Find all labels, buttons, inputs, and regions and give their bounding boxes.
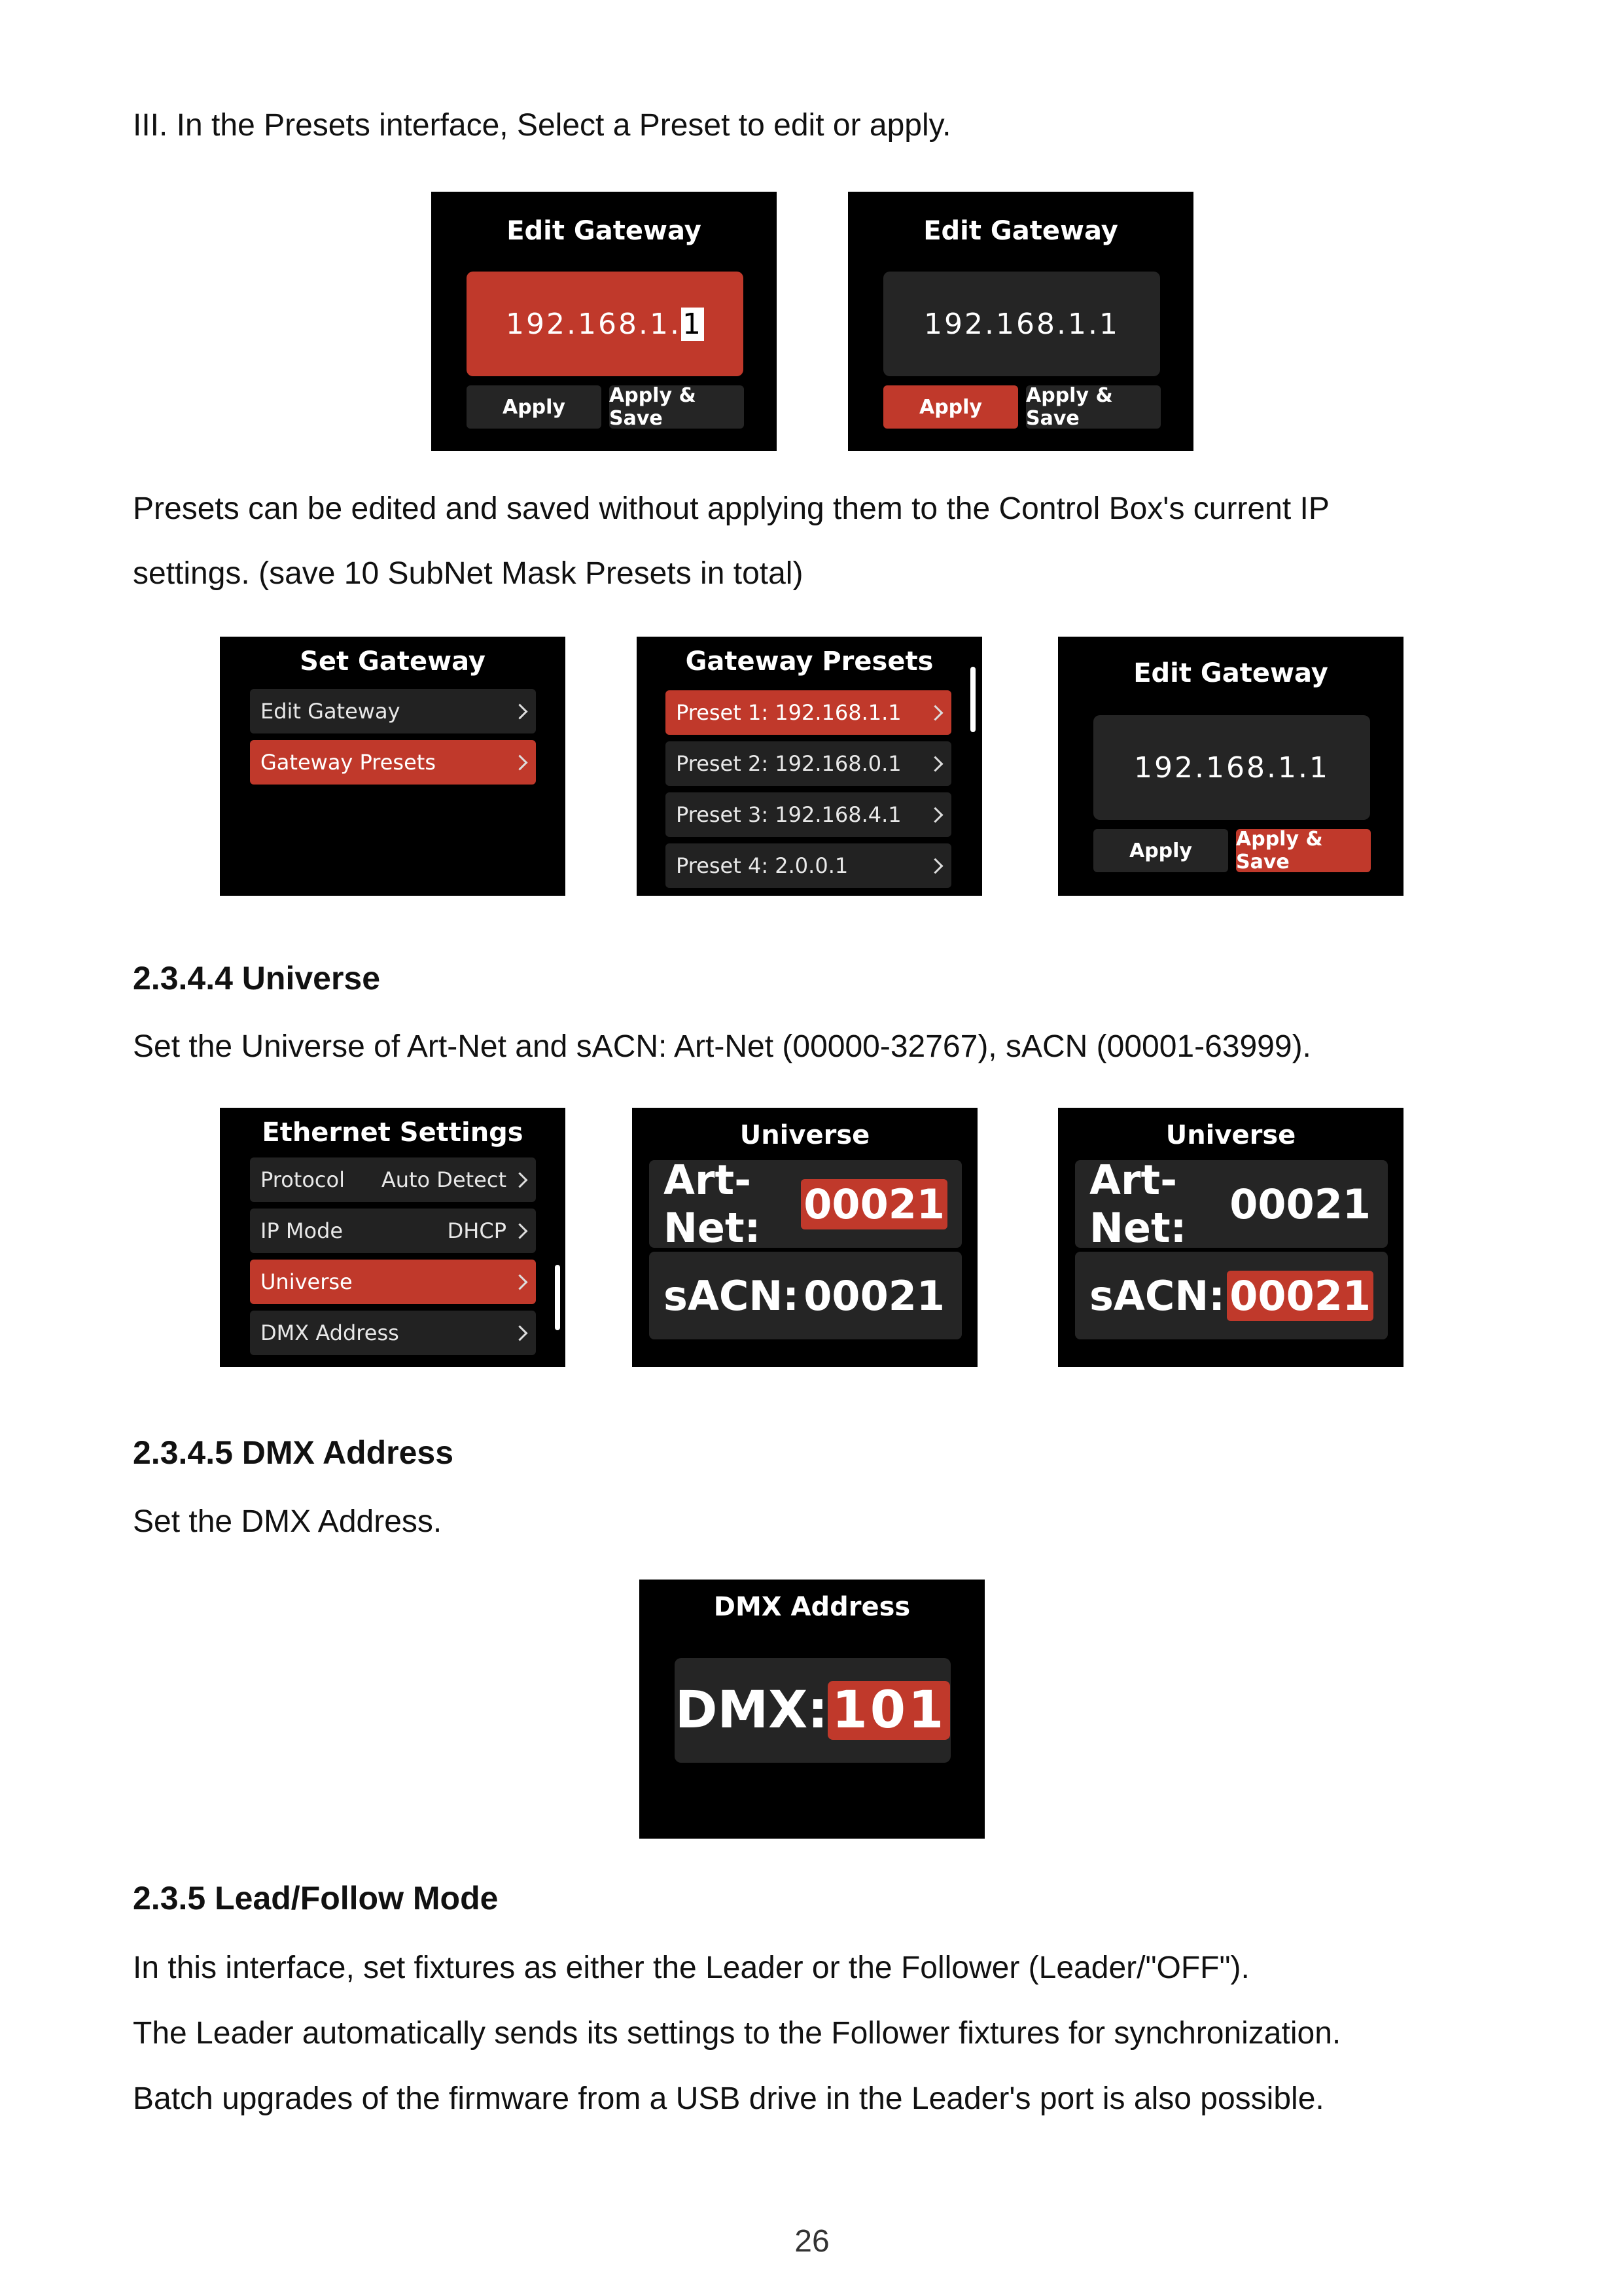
lead-text-line-3: Batch upgrades of the firmware from a USB drive in the Leader's port is also possible. bbox=[133, 2081, 1324, 2116]
menu-item-value: DHCP bbox=[447, 1218, 506, 1243]
chevron-right-icon bbox=[927, 705, 943, 720]
sacn-value: 00021 bbox=[1227, 1271, 1373, 1321]
chevron-right-icon bbox=[927, 756, 943, 771]
screen-title: Edit Gateway bbox=[1133, 658, 1328, 688]
screen-title: Edit Gateway bbox=[923, 216, 1118, 246]
preset-item-2[interactable] bbox=[665, 741, 951, 786]
dmx-label: DMX: bbox=[675, 1681, 828, 1740]
dmx-address-screen bbox=[639, 1580, 985, 1839]
universe-heading: 2.3.4.4 Universe bbox=[133, 960, 381, 997]
screen-title: DMX Address bbox=[713, 1592, 911, 1622]
artnet-label: Art-Net: bbox=[663, 1156, 761, 1252]
ip-cursor-digit: 1 bbox=[682, 307, 703, 341]
scrollbar[interactable] bbox=[970, 667, 976, 732]
dmx-heading: 2.3.4.5 DMX Address bbox=[133, 1434, 454, 1471]
edit-gateway-screen-2 bbox=[848, 192, 1193, 451]
apply-save-button[interactable]: Apply & Save bbox=[1236, 829, 1371, 872]
screen-title: Gateway Presets bbox=[685, 646, 934, 677]
artnet-value: 00021 bbox=[1229, 1180, 1371, 1228]
dmx-text: Set the DMX Address. bbox=[133, 1504, 442, 1539]
artnet-field[interactable] bbox=[649, 1156, 962, 1252]
universe-screen-1 bbox=[632, 1108, 978, 1367]
menu-item-dmx-address[interactable] bbox=[250, 1311, 536, 1355]
dmx-value: 101 bbox=[828, 1681, 950, 1740]
edit-gateway-screen-3 bbox=[1058, 637, 1403, 896]
menu-item-value: Auto Detect bbox=[381, 1167, 506, 1192]
menu-item-label: Gateway Presets bbox=[260, 750, 436, 775]
apply-button[interactable]: Apply bbox=[883, 385, 1018, 429]
screen-title: Edit Gateway bbox=[506, 216, 701, 246]
set-gateway-screen bbox=[220, 637, 565, 896]
step-text: III. In the Presets interface, Select a Preset to edit or apply. bbox=[133, 108, 951, 143]
presets-text-line-1: Presets can be edited and saved without applying them to the Control Box's current IP bbox=[133, 491, 1330, 526]
chevron-right-icon bbox=[512, 1325, 527, 1341]
presets-text-line-2: settings. (save 10 SubNet Mask Presets in total) bbox=[133, 556, 803, 591]
apply-save-button[interactable]: Apply & Save bbox=[609, 385, 744, 429]
preset-label: Preset 3: 192.168.4.1 bbox=[676, 802, 902, 827]
screen-title: Universe bbox=[739, 1120, 870, 1150]
menu-item-label: IP Mode bbox=[260, 1218, 344, 1243]
sacn-value: 00021 bbox=[803, 1271, 945, 1320]
scrollbar[interactable] bbox=[555, 1265, 560, 1330]
artnet-field[interactable] bbox=[1075, 1156, 1388, 1252]
menu-item-label: Protocol bbox=[260, 1167, 345, 1192]
sacn-label: sACN: bbox=[1089, 1271, 1226, 1320]
chevron-right-icon bbox=[927, 807, 943, 822]
chevron-right-icon bbox=[512, 1223, 527, 1239]
preset-item-4[interactable] bbox=[665, 843, 951, 888]
sacn-label: sACN: bbox=[663, 1271, 800, 1320]
menu-item-label: DMX Address bbox=[260, 1320, 399, 1345]
menu-item-ip-mode[interactable] bbox=[250, 1209, 536, 1253]
ip-prefix: 192.168.1. bbox=[506, 307, 681, 341]
menu-item-edit-gateway[interactable] bbox=[250, 689, 536, 733]
lead-text-line-2: The Leader automatically sends its settings to the Follower fixtures for synchronization. bbox=[133, 2016, 1341, 2051]
screen-title: Universe bbox=[1165, 1120, 1296, 1150]
universe-text: Set the Universe of Art-Net and sACN: Art-Net (00000-32767), sACN (00001-63999). bbox=[133, 1029, 1311, 1064]
lead-follow-heading: 2.3.5 Lead/Follow Mode bbox=[133, 1880, 499, 1916]
preset-item-3[interactable] bbox=[665, 792, 951, 837]
preset-label: Preset 4: 2.0.0.1 bbox=[676, 853, 849, 878]
menu-item-gateway-presets[interactable] bbox=[250, 740, 536, 785]
ip-input-field[interactable]: 192.168.1.1 bbox=[883, 272, 1160, 376]
universe-screen-2 bbox=[1058, 1108, 1403, 1367]
menu-item-label: Universe bbox=[260, 1269, 353, 1294]
lead-text-line-1: In this interface, set fixtures as either the Leader or the Follower (Leader/"OFF"). bbox=[133, 1951, 1250, 1985]
gateway-presets-screen bbox=[637, 637, 982, 896]
ethernet-settings-screen bbox=[220, 1108, 565, 1367]
chevron-right-icon bbox=[512, 1172, 527, 1188]
artnet-value: 00021 bbox=[801, 1179, 947, 1229]
chevron-right-icon bbox=[512, 703, 527, 719]
screen-title: Set Gateway bbox=[300, 646, 485, 677]
chevron-right-icon bbox=[512, 1274, 527, 1290]
ip-input-field[interactable]: 192.168.1.1 bbox=[1093, 715, 1370, 820]
menu-item-label: Edit Gateway bbox=[260, 699, 400, 724]
preset-item-1[interactable] bbox=[665, 690, 951, 735]
artnet-label: Art-Net: bbox=[1089, 1156, 1187, 1252]
menu-item-universe[interactable] bbox=[250, 1260, 536, 1304]
preset-label: Preset 2: 192.168.0.1 bbox=[676, 751, 902, 776]
page-number: 26 bbox=[794, 2224, 830, 2259]
chevron-right-icon bbox=[927, 858, 943, 874]
screen-title: Ethernet Settings bbox=[262, 1118, 523, 1148]
menu-item-protocol[interactable] bbox=[250, 1157, 536, 1202]
edit-gateway-screen-1 bbox=[431, 192, 777, 451]
apply-button[interactable]: Apply bbox=[467, 385, 601, 429]
apply-button[interactable]: Apply bbox=[1093, 829, 1228, 872]
chevron-right-icon bbox=[512, 754, 527, 770]
ip-input-field[interactable] bbox=[467, 272, 743, 376]
preset-label: Preset 1: 192.168.1.1 bbox=[676, 700, 902, 725]
sacn-field[interactable] bbox=[649, 1252, 962, 1339]
sacn-field[interactable] bbox=[1075, 1252, 1388, 1339]
apply-save-button[interactable]: Apply & Save bbox=[1026, 385, 1161, 429]
dmx-address-field[interactable] bbox=[675, 1658, 951, 1763]
